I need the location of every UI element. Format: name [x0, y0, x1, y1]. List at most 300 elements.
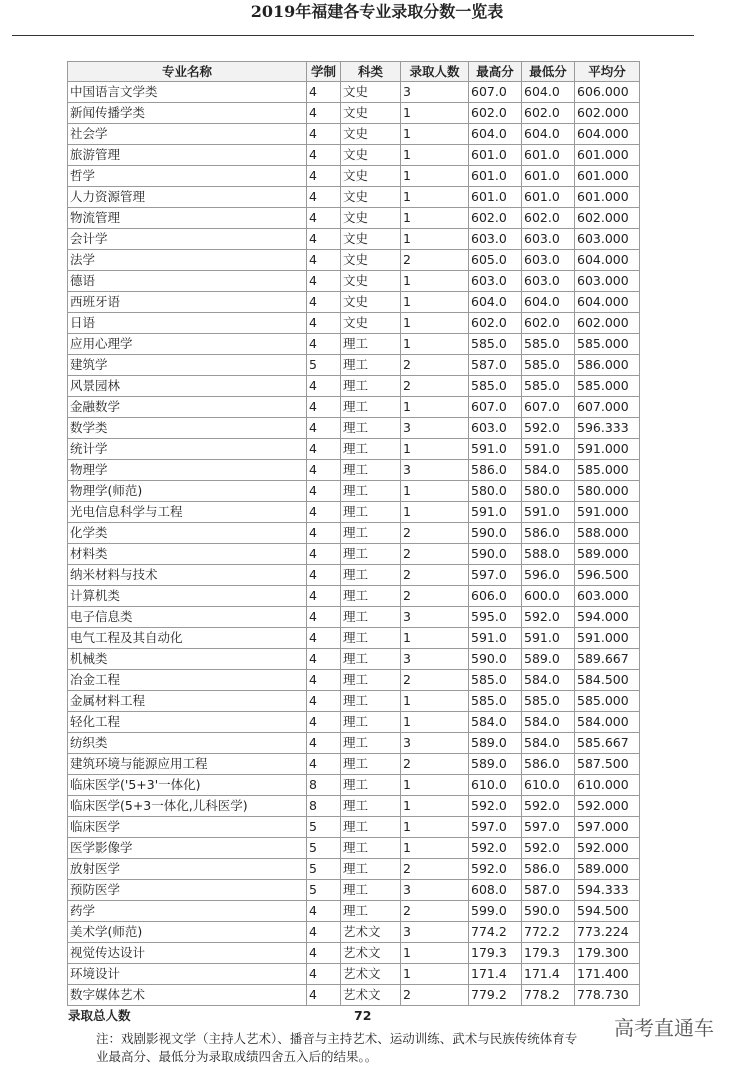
cell-major: 环境设计 [68, 964, 307, 985]
table-row [68, 334, 640, 355]
cell-category: 理工 [341, 649, 401, 670]
cell-max-score: 608.0 [469, 880, 522, 901]
cell-min-score: 602.0 [522, 313, 575, 334]
cell-min-score: 772.2 [522, 922, 575, 943]
cell-avg-score: 585.000 [575, 691, 640, 712]
cell-enrolled: 1 [401, 145, 469, 166]
cell-category: 理工 [341, 901, 401, 922]
cell-avg-score: 606.000 [575, 82, 640, 103]
cell-duration: 5 [307, 817, 341, 838]
cell-major: 临床医学 [68, 817, 307, 838]
table-row [68, 313, 640, 334]
cell-duration: 4 [307, 229, 341, 250]
cell-category: 理工 [341, 838, 401, 859]
table-row [68, 670, 640, 691]
cell-duration: 4 [307, 376, 341, 397]
cell-major: 轻化工程 [68, 712, 307, 733]
cell-enrolled: 1 [401, 397, 469, 418]
cell-min-score: 600.0 [522, 586, 575, 607]
cell-min-score: 584.0 [522, 733, 575, 754]
cell-avg-score: 603.000 [575, 586, 640, 607]
table-row [68, 187, 640, 208]
cell-min-score: 585.0 [522, 355, 575, 376]
cell-min-score: 603.0 [522, 229, 575, 250]
table-row [68, 166, 640, 187]
table-row [68, 208, 640, 229]
table-row [68, 124, 640, 145]
cell-max-score: 589.0 [469, 754, 522, 775]
cell-enrolled: 3 [401, 418, 469, 439]
cell-avg-score: 585.000 [575, 376, 640, 397]
cell-enrolled: 3 [401, 880, 469, 901]
cell-min-score: 601.0 [522, 166, 575, 187]
cell-max-score: 597.0 [469, 817, 522, 838]
cell-category: 理工 [341, 481, 401, 502]
cell-enrolled: 1 [401, 439, 469, 460]
cell-avg-score: 601.000 [575, 166, 640, 187]
cell-max-score: 590.0 [469, 544, 522, 565]
cell-category: 理工 [341, 775, 401, 796]
cell-duration: 4 [307, 565, 341, 586]
cell-category: 文史 [341, 271, 401, 292]
cell-enrolled: 1 [401, 943, 469, 964]
cell-enrolled: 1 [401, 208, 469, 229]
table-row [68, 775, 640, 796]
cell-category: 理工 [341, 586, 401, 607]
cell-min-score: 584.0 [522, 460, 575, 481]
cell-enrolled: 2 [401, 565, 469, 586]
cell-max-score: 585.0 [469, 691, 522, 712]
cell-max-score: 592.0 [469, 796, 522, 817]
cell-min-score: 584.0 [522, 712, 575, 733]
cell-enrolled: 2 [401, 859, 469, 880]
table-row [68, 355, 640, 376]
cell-avg-score: 778.730 [575, 985, 640, 1006]
cell-min-score: 596.0 [522, 565, 575, 586]
cell-enrolled: 3 [401, 649, 469, 670]
cell-duration: 5 [307, 838, 341, 859]
cell-category: 文史 [341, 124, 401, 145]
cell-min-score: 589.0 [522, 649, 575, 670]
cell-major: 社会学 [68, 124, 307, 145]
cell-min-score: 584.0 [522, 670, 575, 691]
cell-duration: 5 [307, 859, 341, 880]
cell-max-score: 587.0 [469, 355, 522, 376]
table-row [68, 103, 640, 124]
cell-max-score: 607.0 [469, 397, 522, 418]
header-min-score: 最低分 [522, 62, 575, 82]
cell-min-score: 179.3 [522, 943, 575, 964]
cell-avg-score: 591.000 [575, 439, 640, 460]
cell-duration: 4 [307, 397, 341, 418]
cell-min-score: 604.0 [522, 82, 575, 103]
table-row [68, 376, 640, 397]
cell-duration: 4 [307, 523, 341, 544]
header-duration: 学制 [307, 62, 341, 82]
cell-duration: 4 [307, 670, 341, 691]
cell-max-score: 606.0 [469, 586, 522, 607]
cell-duration: 4 [307, 103, 341, 124]
cell-avg-score: 587.500 [575, 754, 640, 775]
cell-enrolled: 1 [401, 124, 469, 145]
cell-enrolled: 1 [401, 103, 469, 124]
cell-avg-score: 179.300 [575, 943, 640, 964]
cell-duration: 4 [307, 313, 341, 334]
cell-major: 纳米材料与技术 [68, 565, 307, 586]
title-divider [12, 35, 694, 36]
cell-major: 哲学 [68, 166, 307, 187]
table-row [68, 901, 640, 922]
header-major: 专业名称 [68, 62, 307, 82]
cell-max-score: 179.3 [469, 943, 522, 964]
cell-enrolled: 1 [401, 271, 469, 292]
cell-avg-score: 585.667 [575, 733, 640, 754]
cell-avg-score: 603.000 [575, 229, 640, 250]
cell-category: 文史 [341, 313, 401, 334]
table-row [68, 523, 640, 544]
cell-enrolled: 1 [401, 712, 469, 733]
summary-total: 72 [354, 1008, 372, 1023]
cell-category: 理工 [341, 817, 401, 838]
cell-category: 艺术文 [341, 943, 401, 964]
table-row [68, 838, 640, 859]
cell-major: 日语 [68, 313, 307, 334]
cell-category: 艺术文 [341, 985, 401, 1006]
cell-category: 文史 [341, 229, 401, 250]
cell-max-score: 585.0 [469, 376, 522, 397]
cell-min-score: 607.0 [522, 397, 575, 418]
table-body [68, 82, 640, 1006]
cell-major: 建筑学 [68, 355, 307, 376]
table-row [68, 964, 640, 985]
cell-enrolled: 1 [401, 187, 469, 208]
cell-major: 建筑环境与能源应用工程 [68, 754, 307, 775]
cell-major: 人力资源管理 [68, 187, 307, 208]
cell-avg-score: 596.333 [575, 418, 640, 439]
cell-min-score: 601.0 [522, 187, 575, 208]
cell-category: 理工 [341, 607, 401, 628]
cell-avg-score: 584.500 [575, 670, 640, 691]
table-row [68, 754, 640, 775]
cell-enrolled: 1 [401, 691, 469, 712]
table-row [68, 292, 640, 313]
cell-major: 中国语言文学类 [68, 82, 307, 103]
cell-max-score: 592.0 [469, 838, 522, 859]
table-row [68, 481, 640, 502]
cell-major: 法学 [68, 250, 307, 271]
cell-avg-score: 589.667 [575, 649, 640, 670]
cell-enrolled: 2 [401, 376, 469, 397]
header-avg-score: 平均分 [575, 62, 640, 82]
table-row [68, 691, 640, 712]
cell-max-score: 591.0 [469, 439, 522, 460]
cell-duration: 4 [307, 418, 341, 439]
table-header-row [68, 62, 640, 82]
cell-enrolled: 1 [401, 166, 469, 187]
cell-major: 西班牙语 [68, 292, 307, 313]
cell-avg-score: 589.000 [575, 859, 640, 880]
cell-duration: 4 [307, 334, 341, 355]
cell-category: 理工 [341, 439, 401, 460]
table-row [68, 439, 640, 460]
cell-duration: 5 [307, 880, 341, 901]
cell-min-score: 587.0 [522, 880, 575, 901]
cell-major: 数字媒体艺术 [68, 985, 307, 1006]
cell-enrolled: 1 [401, 964, 469, 985]
table-row [68, 250, 640, 271]
cell-max-score: 595.0 [469, 607, 522, 628]
cell-category: 文史 [341, 250, 401, 271]
cell-duration: 4 [307, 481, 341, 502]
cell-enrolled: 1 [401, 481, 469, 502]
cell-min-score: 171.4 [522, 964, 575, 985]
cell-major: 临床医学(5+3一体化,儿科医学) [68, 796, 307, 817]
cell-max-score: 597.0 [469, 565, 522, 586]
cell-duration: 4 [307, 292, 341, 313]
header-enrolled: 录取人数 [401, 62, 469, 82]
table-row [68, 880, 640, 901]
cell-duration: 4 [307, 544, 341, 565]
cell-enrolled: 1 [401, 292, 469, 313]
cell-category: 理工 [341, 628, 401, 649]
cell-max-score: 602.0 [469, 208, 522, 229]
cell-max-score: 602.0 [469, 103, 522, 124]
cell-major: 临床医学('5+3'一体化) [68, 775, 307, 796]
cell-duration: 4 [307, 985, 341, 1006]
table-row [68, 733, 640, 754]
cell-avg-score: 594.333 [575, 880, 640, 901]
cell-max-score: 601.0 [469, 145, 522, 166]
cell-category: 艺术文 [341, 922, 401, 943]
table-row [68, 271, 640, 292]
cell-max-score: 586.0 [469, 460, 522, 481]
cell-major: 预防医学 [68, 880, 307, 901]
cell-avg-score: 585.000 [575, 460, 640, 481]
cell-avg-score: 602.000 [575, 103, 640, 124]
cell-duration: 4 [307, 124, 341, 145]
cell-min-score: 592.0 [522, 607, 575, 628]
cell-category: 理工 [341, 712, 401, 733]
cell-enrolled: 1 [401, 334, 469, 355]
cell-major: 纺织类 [68, 733, 307, 754]
cell-duration: 4 [307, 691, 341, 712]
table-row [68, 649, 640, 670]
cell-category: 文史 [341, 208, 401, 229]
table-row [68, 859, 640, 880]
cell-min-score: 592.0 [522, 838, 575, 859]
table-row [68, 943, 640, 964]
table-row [68, 817, 640, 838]
cell-min-score: 778.2 [522, 985, 575, 1006]
cell-max-score: 605.0 [469, 250, 522, 271]
cell-duration: 4 [307, 460, 341, 481]
table-row [68, 544, 640, 565]
cell-max-score: 171.4 [469, 964, 522, 985]
cell-max-score: 601.0 [469, 166, 522, 187]
cell-avg-score: 607.000 [575, 397, 640, 418]
cell-duration: 4 [307, 754, 341, 775]
cell-duration: 4 [307, 628, 341, 649]
cell-min-score: 586.0 [522, 859, 575, 880]
cell-major: 冶金工程 [68, 670, 307, 691]
cell-duration: 4 [307, 82, 341, 103]
cell-duration: 4 [307, 271, 341, 292]
table-row [68, 418, 640, 439]
cell-enrolled: 2 [401, 250, 469, 271]
cell-min-score: 602.0 [522, 208, 575, 229]
cell-category: 理工 [341, 418, 401, 439]
cell-category: 理工 [341, 397, 401, 418]
cell-enrolled: 1 [401, 502, 469, 523]
cell-avg-score: 594.000 [575, 607, 640, 628]
cell-category: 理工 [341, 334, 401, 355]
cell-avg-score: 592.000 [575, 838, 640, 859]
cell-major: 会计学 [68, 229, 307, 250]
cell-major: 医学影像学 [68, 838, 307, 859]
cell-min-score: 590.0 [522, 901, 575, 922]
cell-avg-score: 601.000 [575, 187, 640, 208]
cell-enrolled: 2 [401, 544, 469, 565]
cell-max-score: 580.0 [469, 481, 522, 502]
cell-duration: 5 [307, 355, 341, 376]
cell-avg-score: 597.000 [575, 817, 640, 838]
table-row [68, 145, 640, 166]
cell-max-score: 591.0 [469, 502, 522, 523]
cell-min-score: 585.0 [522, 376, 575, 397]
cell-max-score: 584.0 [469, 712, 522, 733]
cell-major: 机械类 [68, 649, 307, 670]
cell-min-score: 585.0 [522, 691, 575, 712]
cell-duration: 4 [307, 712, 341, 733]
cell-category: 文史 [341, 292, 401, 313]
cell-enrolled: 2 [401, 355, 469, 376]
table-row [68, 229, 640, 250]
cell-max-score: 603.0 [469, 271, 522, 292]
cell-max-score: 590.0 [469, 523, 522, 544]
cell-duration: 4 [307, 943, 341, 964]
cell-major: 风景园林 [68, 376, 307, 397]
table-row [68, 796, 640, 817]
table-row [68, 502, 640, 523]
cell-avg-score: 610.000 [575, 775, 640, 796]
cell-category: 理工 [341, 796, 401, 817]
cell-major: 物流管理 [68, 208, 307, 229]
cell-enrolled: 1 [401, 775, 469, 796]
cell-category: 理工 [341, 523, 401, 544]
cell-major: 物理学(师范) [68, 481, 307, 502]
cell-major: 计算机类 [68, 586, 307, 607]
cell-duration: 4 [307, 964, 341, 985]
cell-major: 新闻传播学类 [68, 103, 307, 124]
cell-max-score: 590.0 [469, 649, 522, 670]
cell-enrolled: 1 [401, 628, 469, 649]
cell-major: 美术学(师范) [68, 922, 307, 943]
cell-category: 文史 [341, 166, 401, 187]
summary-label: 录取总人数 [68, 1008, 131, 1023]
cell-category: 文史 [341, 187, 401, 208]
cell-avg-score: 586.000 [575, 355, 640, 376]
cell-major: 视觉传达设计 [68, 943, 307, 964]
cell-major: 统计学 [68, 439, 307, 460]
cell-max-score: 585.0 [469, 334, 522, 355]
cell-category: 艺术文 [341, 964, 401, 985]
cell-avg-score: 585.000 [575, 334, 640, 355]
cell-category: 理工 [341, 859, 401, 880]
cell-min-score: 604.0 [522, 292, 575, 313]
cell-max-score: 599.0 [469, 901, 522, 922]
cell-max-score: 779.2 [469, 985, 522, 1006]
table-row [68, 922, 640, 943]
cell-max-score: 604.0 [469, 124, 522, 145]
cell-avg-score: 171.400 [575, 964, 640, 985]
cell-max-score: 774.2 [469, 922, 522, 943]
cell-category: 理工 [341, 754, 401, 775]
cell-max-score: 602.0 [469, 313, 522, 334]
cell-category: 文史 [341, 103, 401, 124]
header-max-score: 最高分 [469, 62, 522, 82]
cell-major: 化学类 [68, 523, 307, 544]
footnote: 注：戏剧影视文学（主持人艺术）、播音与主持艺术、运动训练、武术与民族传统体育专业最高分、最低分为录取成绩四舍五入后的结果。。 [96, 1031, 578, 1064]
cell-enrolled: 1 [401, 817, 469, 838]
cell-avg-score: 591.000 [575, 502, 640, 523]
cell-enrolled: 1 [401, 229, 469, 250]
cell-enrolled: 3 [401, 733, 469, 754]
cell-min-score: 586.0 [522, 754, 575, 775]
cell-max-score: 585.0 [469, 670, 522, 691]
cell-min-score: 586.0 [522, 523, 575, 544]
table-row [68, 712, 640, 733]
cell-enrolled: 3 [401, 922, 469, 943]
cell-duration: 8 [307, 775, 341, 796]
cell-duration: 4 [307, 166, 341, 187]
cell-major: 金属材料工程 [68, 691, 307, 712]
cell-min-score: 585.0 [522, 334, 575, 355]
cell-major: 放射医学 [68, 859, 307, 880]
cell-min-score: 592.0 [522, 796, 575, 817]
cell-enrolled: 2 [401, 670, 469, 691]
cell-enrolled: 1 [401, 838, 469, 859]
cell-max-score: 603.0 [469, 229, 522, 250]
cell-major: 物理学 [68, 460, 307, 481]
cell-enrolled: 3 [401, 460, 469, 481]
cell-major: 材料类 [68, 544, 307, 565]
cell-min-score: 603.0 [522, 250, 575, 271]
cell-major: 光电信息科学与工程 [68, 502, 307, 523]
cell-duration: 8 [307, 796, 341, 817]
cell-min-score: 588.0 [522, 544, 575, 565]
cell-avg-score: 596.500 [575, 565, 640, 586]
cell-max-score: 601.0 [469, 187, 522, 208]
cell-enrolled: 3 [401, 607, 469, 628]
cell-category: 理工 [341, 460, 401, 481]
cell-major: 德语 [68, 271, 307, 292]
cell-category: 理工 [341, 670, 401, 691]
cell-avg-score: 602.000 [575, 313, 640, 334]
cell-enrolled: 2 [401, 586, 469, 607]
cell-major: 电子信息类 [68, 607, 307, 628]
cell-avg-score: 589.000 [575, 544, 640, 565]
cell-category: 理工 [341, 355, 401, 376]
cell-major: 金融数学 [68, 397, 307, 418]
cell-avg-score: 604.000 [575, 292, 640, 313]
cell-duration: 4 [307, 586, 341, 607]
cell-duration: 4 [307, 922, 341, 943]
page-title: 2019年福建各专业录取分数一览表 [250, 2, 504, 21]
cell-min-score: 591.0 [522, 502, 575, 523]
cell-min-score: 602.0 [522, 103, 575, 124]
cell-enrolled: 2 [401, 523, 469, 544]
cell-duration: 4 [307, 901, 341, 922]
